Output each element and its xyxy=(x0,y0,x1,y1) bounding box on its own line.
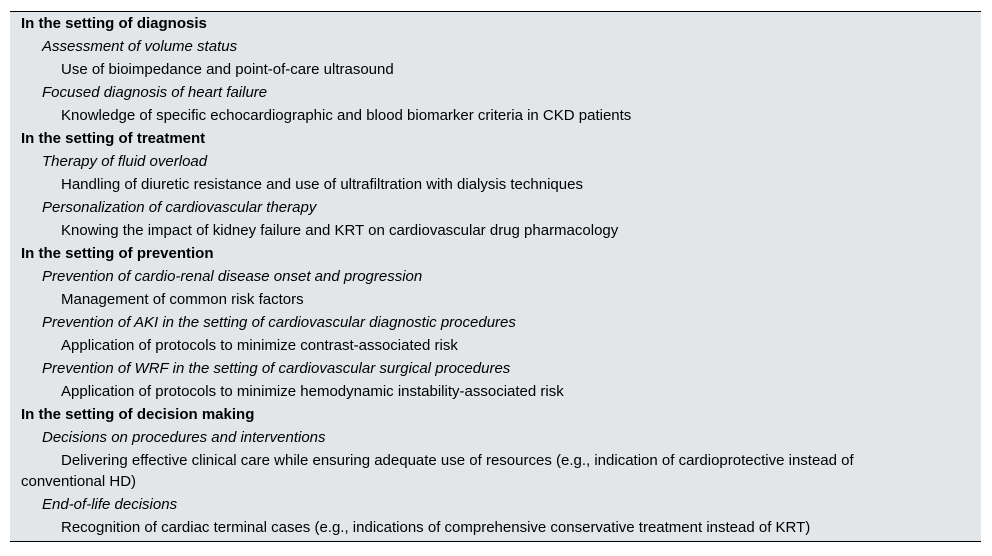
item-detail: Handling of diuretic resistance and use of ultrafiltration with dialysis techniques xyxy=(61,176,583,193)
item-detail: Recognition of cardiac terminal cases (e.g., indications of comprehensive conservative treatment instead of KRT) xyxy=(61,519,811,536)
item-title: Prevention of AKI in the setting of cardiovascular diagnostic procedures xyxy=(42,314,516,331)
section-heading-treatment: In the setting of treatment xyxy=(21,130,206,147)
item-title: Prevention of WRF in the setting of cardiovascular surgical procedures xyxy=(42,360,511,377)
item-title: Prevention of cardio-renal disease onset and progression xyxy=(42,268,423,285)
item-detail: Application of protocols to minimize hemodynamic instability-associated risk xyxy=(61,383,564,400)
item-detail: Knowing the impact of kidney failure and KRT on cardiovascular drug pharmacology xyxy=(61,222,619,239)
item-title: Therapy of fluid overload xyxy=(42,153,208,170)
competencies-table xyxy=(10,11,981,542)
item-title: Decisions on procedures and interventions xyxy=(42,429,326,446)
section-heading-decision-making: In the setting of decision making xyxy=(21,406,255,423)
item-detail: Delivering effective clinical care while ensuring adequate use of resources (e.g., indication of cardioprotective instead of conventional HD) xyxy=(21,452,854,490)
item-title: Focused diagnosis of heart failure xyxy=(42,84,268,101)
item-detail: Application of protocols to minimize contrast-associated risk xyxy=(61,337,458,354)
item-title: Personalization of cardiovascular therapy xyxy=(42,199,317,216)
item-detail: Use of bioimpedance and point-of-care ultrasound xyxy=(61,61,394,78)
item-title: End-of-life decisions xyxy=(42,496,178,513)
section-heading-prevention: In the setting of prevention xyxy=(21,245,214,262)
item-title: Assessment of volume status xyxy=(42,38,238,55)
item-detail: Knowledge of specific echocardiographic and blood biomarker criteria in CKD patients xyxy=(61,107,632,124)
item-detail: Management of common risk factors xyxy=(61,291,304,308)
section-heading-diagnosis: In the setting of diagnosis xyxy=(21,15,207,32)
